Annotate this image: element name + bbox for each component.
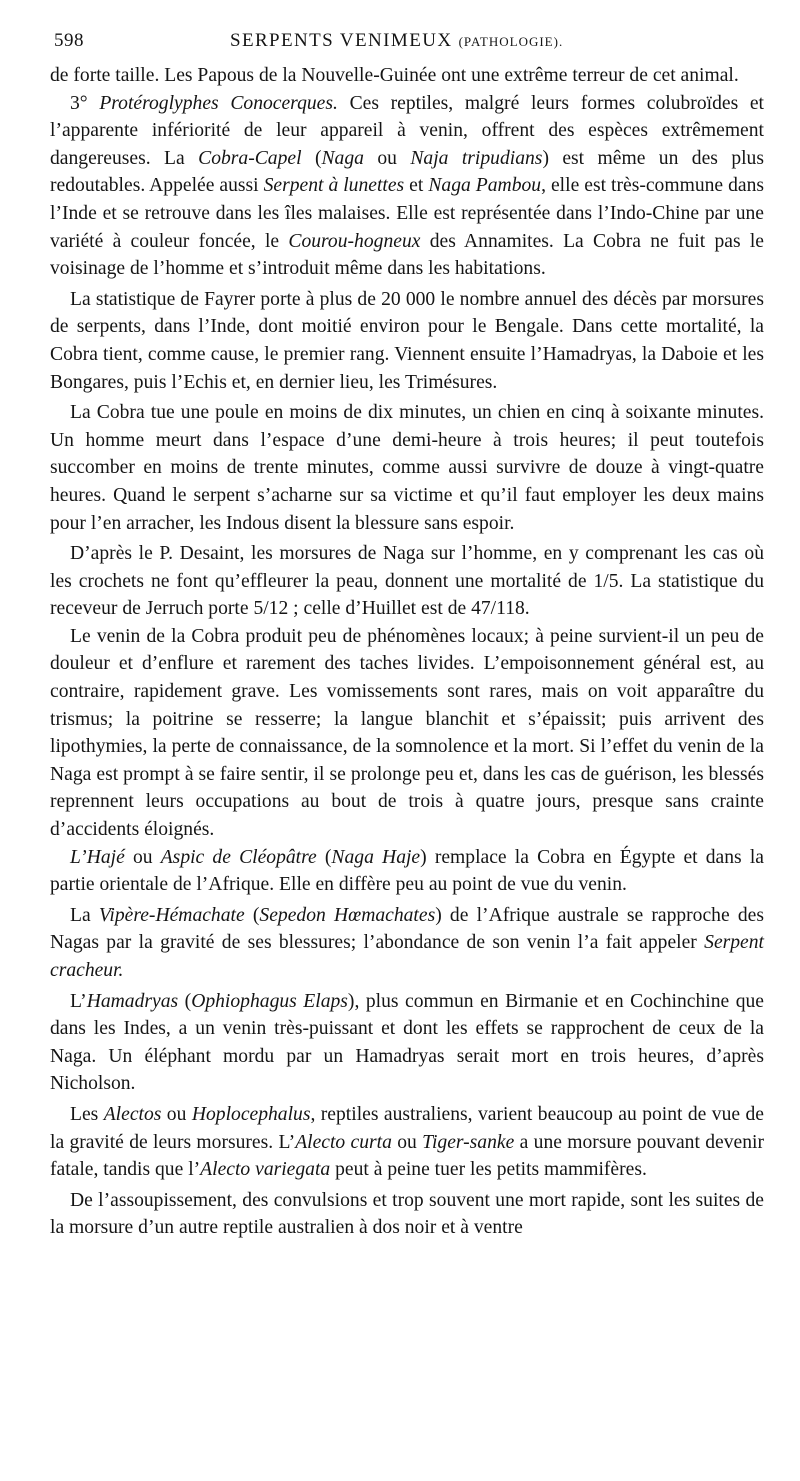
taxon-name: Serpent cracheur. xyxy=(50,932,764,981)
body-text xyxy=(50,62,764,1242)
taxon-name: Hoplocephalus xyxy=(191,1103,311,1125)
paragraph-assoupissement: De l’assoupissement, des convulsions et trop souvent une mort rapide, sont les suites de la morsure d’un autre reptile australien à dos noir et à ventre xyxy=(50,1189,764,1239)
page-number: 598 xyxy=(54,30,84,51)
paragraph-hamadryas: L’Hamadryas (Ophiophagus Elaps), plus commun en Birmanie et en Cochinchine que dans les Indes, a un venin très-puissant et dont les effets se rapprochent de ceux de la Naga. Un éléphant mordu par un Hamadryas serait mort en trois heures, d’après Nicholson. xyxy=(50,990,764,1095)
paragraph-statistique: La statistique de Fayrer porte à plus de 20 000 le nombre annuel des décès par morsures de serpents, dans l’Inde, dont moitié environ pour le Bengale. Dans cette mortalité, la Cobra tient, comme cause, le premier rang. Viennent ensuite l’Hamadryas, la Daboie et les Bongares, puis l’Echis et, en dernier lieu, les Trimésures. xyxy=(50,288,764,393)
taxon-name: Cobra-Capel xyxy=(198,147,302,169)
taxon-name: Sepedon Hœmachates xyxy=(259,904,436,926)
taxon-name: Alecto variegata xyxy=(200,1159,331,1181)
taxon-name: Courou-hogneux xyxy=(288,230,421,252)
taxon-name: Serpent à lunettes xyxy=(263,175,405,197)
running-title xyxy=(230,30,563,52)
taxon-name: Alectos xyxy=(103,1103,162,1125)
taxon-name: Tiger-sanke xyxy=(422,1131,515,1153)
paragraph-proteroglyphes: 3° Protéroglyphes Conocerques. Ces reptiles, malgré leurs formes colubroïdes et l’apparente infériorité de leur appareil à venin, offrent des espèces extrêmement dangereuses. La Cobra-Capel (Naga ou Naja tripudians) est même un des plus redoutables. Appelée aussi Serpent à lunettes et Naga Pambou, elle est très-commune dans l’Inde et se retrouve dans les îles malaises. Elle est représentée dans l’Indo-Chine par une variété à couleur foncée, le Courou-hogneux des Annamites. La Cobra ne fuit pas le voisinage de l’homme et s’introduit même dans les habitations. xyxy=(50,92,765,280)
taxon-name: Alecto curta xyxy=(295,1131,392,1153)
paragraph-venin-cobra: Le venin de la Cobra produit peu de phénomènes locaux; à peine survient-il un peu de douleur et d’enflure et rarement des taches livides. L’empoisonnement général est, au contraire, rapidement grave. Les vomissements sont rares, mais on voit apparaître du trismus; la poitrine se resserre; la langue blanchit et s’épaissit; puis arrivent des lipothymies, la perte de connaissance, de la somnolence et la mort. Si l’effet du venin de la Naga est prompt à se faire sentir, il se prolonge peu et, dans les cas de guérison, les blessés reprennent leurs occupations au bout de trois à quatre jours, presque sans crainte d’accidents éloignés. xyxy=(50,625,764,841)
running-title-sub: (PATHOLOGIE). xyxy=(458,34,564,49)
taxon-name: Protéroglyphes Conocerques. xyxy=(99,92,338,114)
taxon-name: Hamadryas xyxy=(86,990,179,1012)
taxon-name: Naga Haje xyxy=(331,846,421,868)
taxon-name: Aspic de Cléopâtre xyxy=(160,846,317,868)
taxon-name: Vipère-Hémachate xyxy=(98,904,245,926)
paragraph-alectos: Les Alectos ou Hoplocephalus, reptiles australiens, varient beaucoup au point de vue de la gravité de leurs morsures. L’Alecto curta ou Tiger-sanke a une morsure pouvant devenir fatale, tandis que l’Alecto variegata peut à peine tuer les petits mammifères. xyxy=(50,1103,764,1181)
paragraph-haje: L’Hajé ou Aspic de Cléopâtre (Naga Haje) remplace la Cobra en Égypte et dans la partie orientale de l’Afrique. Elle en diffère peu au point de vue du venin. xyxy=(50,846,764,896)
running-head xyxy=(50,30,764,58)
paragraph-desaint: D’après le P. Desaint, les morsures de Naga sur l’homme, en y comprenant les cas où les crochets ne font qu’effleurer la peau, donnent une mortalité de 1/5. La statistique du receveur de Jerruch porte 5/12 ; celle d’Huillet est de 47/118. xyxy=(50,543,764,620)
taxon-name: Ophiophagus Elaps xyxy=(191,990,348,1012)
paragraph-continued: de forte taille. Les Papous de la Nouvelle-Guinée ont une extrême terreur de cet animal. xyxy=(50,65,739,86)
running-title-main: SERPENTS VENIMEUX xyxy=(230,30,453,51)
taxon-name: Naga Pambou xyxy=(428,175,542,197)
taxon-name: Naga xyxy=(321,147,364,169)
paragraph-cobra-tue: La Cobra tue une poule en moins de dix minutes, un chien en cinq à soixante minutes. Un homme meurt dans l’espace d’une demi-heure à trois heures; il peut toutefois succomber en moins de trente minutes, comme aussi survivre de douze à vingt-quatre heures. Quand le serpent s’acharne sur sa victime et qu’il faut employer les deux mains pour l’en arracher, les Indous disent la blessure sans espoir. xyxy=(50,402,764,534)
taxon-name: Naja tripudians xyxy=(410,147,543,169)
paragraph-hemachate: La Vipère-Hémachate (Sepedon Hœmachates) de l’Afrique australe se rapproche des Nagas par la gravité de ses blessures; l’abondance de son venin l’a fait appeler Serpent cracheur. xyxy=(50,904,764,981)
taxon-name: L’Hajé xyxy=(70,846,125,868)
